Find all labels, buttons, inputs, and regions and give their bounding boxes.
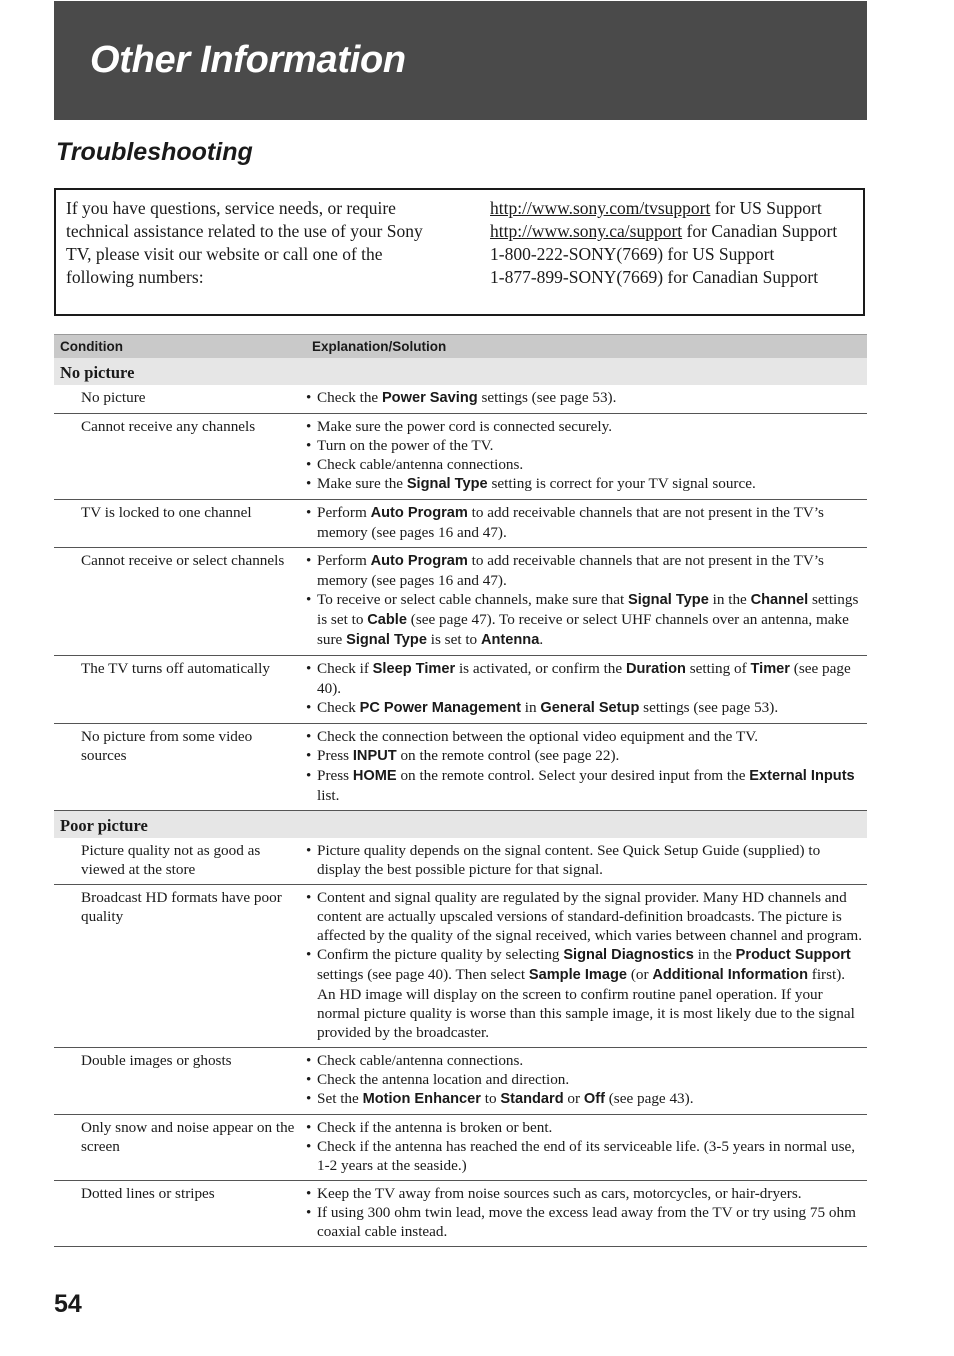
support-contact-text: 1-877-899-SONY(7669) for Canadian Support: [490, 267, 819, 287]
solution-text: Perform: [317, 552, 371, 569]
solution-text: Turn on the power of the TV.: [317, 437, 494, 454]
solution-text: Perform: [317, 504, 371, 521]
solution-cell: [306, 656, 867, 724]
solution-list: [306, 1184, 865, 1241]
category-row: [54, 358, 867, 385]
solution-list: [306, 727, 865, 805]
support-website-link[interactable]: http://www.sony.com/tvsupport: [490, 198, 711, 218]
solution-text: Check if the antenna is broken or bent.: [317, 1119, 553, 1136]
solution-text: is activated, or confirm the: [455, 660, 626, 677]
condition-cell: Cannot receive or select channels: [54, 548, 306, 656]
category-title: No picture: [54, 358, 867, 385]
solution-bullet: [306, 474, 865, 494]
solution-text: Check if: [317, 660, 373, 677]
condition-cell: The TV turns off automatically: [54, 656, 306, 724]
solution-text: Check: [317, 699, 360, 716]
solution-text: or: [563, 1090, 584, 1107]
solution-cell: [306, 838, 867, 885]
solution-bullet: [306, 590, 865, 650]
solution-text: Check if the antenna has reached the end of its serviceable life. (3-5 years in normal use, 1-2 years at the seaside.): [317, 1138, 856, 1174]
condition-cell: Double images or ghosts: [54, 1048, 306, 1115]
condition-cell: Dotted lines or stripes: [54, 1181, 306, 1247]
solution-text: settings (see page 53).: [477, 389, 617, 406]
solution-text: Make sure the: [317, 475, 407, 492]
solution-bullet: [306, 945, 865, 1042]
solution-bullet: [306, 1184, 865, 1203]
solution-list: [306, 551, 865, 650]
solution-text: settings (see page 40). Then select: [317, 966, 529, 983]
solution-text: to: [480, 1090, 501, 1107]
solution-text: to add receivable channels that are not present in the TV’s memory (see pages 16 and 47).: [317, 552, 824, 589]
setting-name: Auto Program: [370, 505, 468, 521]
solution-text: first). An HD image will display on the screen to confirm routine panel operation. If your normal picture quality is worse than this sample image, it is most likely due to the signal provided by the broadcaster.: [317, 966, 855, 1041]
support-contact-line: [490, 197, 862, 220]
solution-list: [306, 1051, 865, 1109]
solution-text: to add receivable channels that are not present in the TV’s memory (see pages 16 and 47).: [317, 504, 824, 541]
solution-text: on the remote control (see page 22).: [396, 747, 620, 764]
setting-name: Product Support: [735, 947, 851, 963]
solution-bullet: [306, 436, 865, 455]
solution-text: Content and signal quality are regulated by the signal provider. Many HD channels and content are actually upscaled versions of standard-definition broadcasts. The picture is affected by the quality of the signal received, which varies between channel and program.: [317, 889, 862, 944]
solution-text: (or: [627, 966, 653, 983]
setting-name: Cable: [367, 612, 407, 628]
solution-cell: [306, 385, 867, 414]
table-header-row: [54, 335, 867, 359]
chapter-header-band: [54, 1, 867, 120]
solution-text: Check the connection between the optional video equipment and the TV.: [317, 728, 759, 745]
solution-text: Check cable/antenna connections.: [317, 456, 524, 473]
chapter-title: Other Information: [90, 39, 406, 81]
solution-cell: [306, 500, 867, 548]
solution-text: Picture quality depends on the signal content. See Quick Setup Guide (supplied) to display the best possible picture for that signal.: [317, 842, 821, 878]
support-contact-list: [490, 197, 862, 289]
solution-bullet: [306, 1203, 865, 1241]
setting-name: PC Power Management: [359, 700, 521, 716]
solution-list: [306, 417, 865, 494]
setting-name: Antenna: [480, 632, 540, 648]
support-contact-text: for US Support: [710, 198, 822, 218]
setting-name: Sleep Timer: [372, 661, 456, 677]
category-title: Poor picture: [54, 811, 867, 839]
condition-cell: Picture quality not as good as viewed at the store: [54, 838, 306, 885]
solution-text: .: [539, 631, 544, 648]
solution-cell: [306, 1181, 867, 1247]
solution-text: in the: [708, 591, 751, 608]
setting-name: Power Saving: [381, 390, 478, 406]
condition-cell: No picture: [54, 385, 306, 414]
table-row: [54, 500, 867, 548]
setting-name: Additional Information: [652, 967, 808, 983]
setting-name: INPUT: [352, 748, 397, 764]
support-contact-text: 1-800-222-SONY(7669) for US Support: [490, 244, 775, 264]
solution-text: Press: [317, 747, 353, 764]
setting-name: Signal Type: [406, 476, 488, 492]
setting-name: Off: [583, 1091, 605, 1107]
solution-list: [306, 388, 865, 408]
table-row: [54, 656, 867, 724]
solution-list: [306, 888, 865, 1042]
support-contact-line: [490, 266, 862, 289]
solution-text: Check cable/antenna connections.: [317, 1052, 524, 1069]
solution-text: Check the: [317, 389, 382, 406]
solution-bullet: [306, 746, 865, 766]
setting-name: Duration: [625, 661, 686, 677]
table-row: [54, 548, 867, 656]
solution-bullet: [306, 551, 865, 590]
condition-column-header: Condition: [54, 335, 306, 359]
solution-bullet: [306, 841, 865, 879]
solution-text: settings (see page 53).: [639, 699, 779, 716]
explanation-column-header: Explanation/Solution: [306, 335, 867, 359]
solution-bullet: [306, 888, 865, 945]
setting-name: External Inputs: [749, 768, 855, 784]
solution-text: (see page 43).: [604, 1090, 694, 1107]
solution-list: [306, 659, 865, 718]
solution-cell: [306, 414, 867, 500]
table-row: [54, 838, 867, 885]
solution-bullet: [306, 1089, 865, 1109]
table-row: [54, 724, 867, 811]
table-row: [54, 885, 867, 1048]
setting-name: Signal Diagnostics: [563, 947, 694, 963]
solution-cell: [306, 548, 867, 656]
solution-text: in: [521, 699, 541, 716]
solution-cell: [306, 724, 867, 811]
setting-name: Signal Type: [346, 632, 427, 648]
section-title: Troubleshooting: [56, 138, 253, 166]
solution-cell: [306, 885, 867, 1048]
solution-bullet: [306, 698, 865, 718]
table-row: [54, 1115, 867, 1181]
table-row: [54, 1048, 867, 1115]
condition-cell: Broadcast HD formats have poor quality: [54, 885, 306, 1048]
page-number: 54: [54, 1290, 82, 1318]
solution-bullet: [306, 766, 865, 805]
solution-bullet: [306, 455, 865, 474]
solution-text: settings is set to: [317, 591, 859, 628]
condition-cell: TV is locked to one channel: [54, 500, 306, 548]
solution-bullet: [306, 727, 865, 746]
solution-cell: [306, 1048, 867, 1115]
setting-name: Signal Type: [627, 592, 709, 608]
table-row: [54, 385, 867, 414]
setting-name: Channel: [750, 592, 809, 608]
condition-cell: Only snow and noise appear on the screen: [54, 1115, 306, 1181]
setting-name: Standard: [500, 1091, 564, 1107]
table-row: [54, 414, 867, 500]
solution-text: Keep the TV away from noise sources such as cars, motorcycles, or hair-dryers.: [317, 1185, 802, 1202]
category-row: [54, 811, 867, 839]
setting-name: Timer: [750, 661, 790, 677]
solution-text: setting of: [685, 660, 751, 677]
solution-text: Confirm the picture quality by selecting: [317, 946, 564, 963]
support-contact-line: [490, 220, 862, 243]
solution-bullet: [306, 503, 865, 542]
solution-bullet: [306, 388, 865, 408]
solution-bullet: [306, 659, 865, 698]
solution-text: Check the antenna location and direction.: [317, 1071, 570, 1088]
setting-name: Auto Program: [370, 553, 468, 569]
solution-text: in the: [693, 946, 736, 963]
support-contact-line: [490, 243, 862, 266]
solution-text: on the remote control. Select your desired input from the: [396, 767, 750, 784]
support-info-box: [54, 188, 865, 316]
solution-text: Press: [317, 767, 353, 784]
solution-text: is set to: [426, 631, 481, 648]
support-website-link[interactable]: http://www.sony.ca/support: [490, 221, 683, 241]
condition-cell: Cannot receive any channels: [54, 414, 306, 500]
solution-list: [306, 841, 865, 879]
solution-text: (see page 40).: [317, 660, 851, 697]
solution-text: setting is correct for your TV signal source.: [487, 475, 756, 492]
solution-text: list.: [317, 787, 340, 804]
solution-bullet: [306, 1051, 865, 1070]
solution-list: [306, 503, 865, 542]
solution-bullet: [306, 1118, 865, 1137]
support-intro-text: If you have questions, service needs, or require technical assistance related to the use of your Sony TV, please visit our website or call one of the following numbers:: [66, 198, 423, 287]
solution-bullet: [306, 1137, 865, 1175]
setting-name: Motion Enhancer: [362, 1091, 481, 1107]
solution-cell: [306, 1115, 867, 1181]
solution-bullet: [306, 1070, 865, 1089]
support-contact-text: for Canadian Support: [682, 221, 838, 241]
setting-name: General Setup: [540, 700, 640, 716]
setting-name: Sample Image: [528, 967, 628, 983]
solution-text: Set the: [317, 1090, 363, 1107]
condition-cell: No picture from some video sources: [54, 724, 306, 811]
solution-text: If using 300 ohm twin lead, move the excess lead away from the TV or try using 75 ohm coaxial cable instead.: [317, 1204, 856, 1240]
solution-bullet: [306, 417, 865, 436]
solution-list: [306, 1118, 865, 1175]
setting-name: HOME: [352, 768, 397, 784]
solution-text: To receive or select cable channels, make sure that: [317, 591, 628, 608]
troubleshooting-table: [54, 334, 867, 1247]
troubleshooting-table-body: [54, 358, 867, 1247]
solution-text: Make sure the power cord is connected securely.: [317, 418, 613, 435]
solution-text: (see page 47). To receive or select UHF channels over an antenna, make sure: [317, 611, 849, 648]
table-row: [54, 1181, 867, 1247]
